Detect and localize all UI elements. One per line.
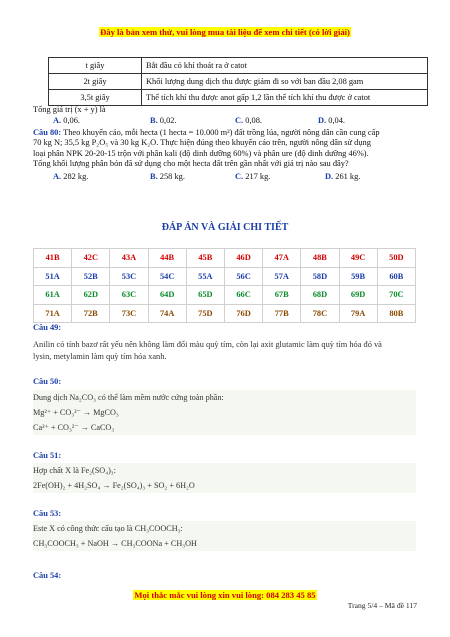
option-a[interactable] [53,116,80,125]
time-cell: t giây [49,58,142,74]
answer-cell: 49C [339,249,377,268]
answer-cell: 65D [186,286,224,305]
question-80-line [33,128,380,138]
answers-title: ĐÁP ÁN VÀ GIẢI CHI TIẾT [161,222,289,233]
answer-cell: 79A [339,304,377,323]
answer-cell: 74A [148,304,186,323]
answer-cell: 46D [224,249,262,268]
option-text: 258 kg. [159,172,185,181]
explanation-line: Anilin có tính bazơ rất yếu nên không làm đổi màu quỳ tím, còn lại axit glutamic làm quỳ tím hóa đỏ và [33,340,382,349]
answer-cell: 75D [186,304,224,323]
explanation-line: Este X có công thức cấu tạo là CH₃COOCH₃: [33,524,183,533]
description-cell: Khối lượng dung dịch thu được giảm đi so với ban đầu 2,08 gam [142,74,428,90]
option-a[interactable] [53,172,88,181]
question-80-line: 70 kg N; 35,5 kg P₂O₅ và 30 kg K₂O. Thực hiện đúng theo khuyến cáo trên, người nông dân sử dụng [33,138,371,148]
answer-cell: 80B [377,304,415,323]
equation-line: CH₃COOCH₃ + NaOH → CH₃COONa + CH₃OH [33,539,197,548]
option-letter: C. [235,116,244,125]
answer-cell: 70C [377,286,415,305]
sum-question: Tổng giá trị (x + y) là [33,105,106,114]
answer-cell: 53C [110,267,148,286]
c51-label: Câu 51: [33,451,62,460]
answer-cell: 52B [72,267,110,286]
option-text: 0,06. [63,116,80,125]
answer-row [34,249,416,268]
c50-explanation [33,390,416,435]
option-letter: A. [53,116,62,125]
time-cell: 3,5t giây [49,90,142,106]
answer-cell: 42C [72,249,110,268]
answer-cell: 58D [301,267,339,286]
preview-banner [0,27,450,37]
answer-cell: 76D [224,304,262,323]
answer-cell: 62D [72,286,110,305]
option-letter: D. [325,172,334,181]
c53-label: Câu 53: [33,509,62,518]
c54-label: Câu 54: [33,571,62,580]
option-letter: B. [150,116,158,125]
option-letter: D. [318,116,327,125]
equation-line: Mg²⁺ + CO₃²⁻ → MgCO₃ [33,408,119,417]
answer-cell: 68D [301,286,339,305]
explanation-line: lysin, metylamin làm quỳ tím hóa xanh. [33,351,167,361]
answer-cell: 59B [339,267,377,286]
answer-cell: 67B [263,286,301,305]
answer-cell: 73C [110,304,148,323]
answer-cell: 77B [263,304,301,323]
answer-cell: 51A [34,267,72,286]
answer-cell: 48B [301,249,339,268]
option-text: 282 kg. [63,172,89,181]
c49-label: Câu 49: [33,323,62,332]
answer-cell: 69D [339,286,377,305]
question-80 [33,128,380,170]
option-c[interactable] [235,116,262,125]
option-text: 0,02. [159,116,177,125]
equation-line: 2Fe(OH)₂ + 4H₂SO₄ → Fe₂(SO₄)₃ + SO₂ + 6H₂O [33,481,195,490]
answer-cell: 41B [34,249,72,268]
answer-cell: 66C [224,286,262,305]
question-label: Câu 80: [33,128,62,137]
answer-cell: 55A [186,267,224,286]
c49-explanation [33,339,382,362]
page-number: Trang 5/4 – Mã đề 117 [347,601,417,610]
answer-row [34,267,416,286]
option-b[interactable] [150,172,185,181]
question-text: Theo khuyến cáo, mỗi hecta (1 hecta = 10.000 m²) đất trồng lúa, người nông dân cần cung cấp [63,128,380,137]
option-text: 217 kg. [245,172,271,181]
option-text: 261 kg. [335,172,361,181]
answer-cell: 64D [148,286,186,305]
answer-cell: 45B [186,249,224,268]
answer-cell: 44B [148,249,186,268]
question-80-line: loại phân NPK 20-20-15 trộn với phân kali (độ dinh dưỡng 60%) và phân ure (độ dinh dưỡng 46%). [33,148,369,158]
answer-row [34,286,416,305]
answer-cell: 50D [377,249,415,268]
c53-explanation [33,521,416,551]
answer-cell: 57A [263,267,301,286]
explanation-line: Hợp chất X là Fe₂(SO₄)₃: [33,466,116,475]
c50-label: Câu 50: [33,377,62,386]
contact-footer-text: Mọi thắc mắc vui lòng xin vui lòng: 084 283 45 85 [134,590,316,600]
description-cell: Bắt đầu có khí thoát ra ở catot [142,58,428,74]
time-cell: 2t giây [49,74,142,90]
answer-cell: 47A [263,249,301,268]
table-row [49,90,428,106]
preview-banner-text: Đây là bản xem thử, vui lòng mua tài liệu để xem chi tiết (có lời giải) [100,27,350,37]
answer-cell: 78C [301,304,339,323]
option-letter: A. [53,172,62,181]
answer-cell: 54C [148,267,186,286]
answer-cell: 60B [377,267,415,286]
option-letter: B. [150,172,158,181]
answer-cell: 56C [224,267,262,286]
table-row [49,58,428,74]
answer-cell: 72B [72,304,110,323]
answer-key-grid [33,248,416,323]
answer-cell: 63C [110,286,148,305]
option-letter: C. [235,172,244,181]
answer-row [34,304,416,323]
electrolysis-table [48,57,428,106]
answer-cell: 61A [34,286,72,305]
option-d[interactable] [318,116,345,125]
option-d[interactable] [325,172,360,181]
option-text: 0,04. [328,116,345,125]
explanation-line: Dung dịch Na₂CO₃ có thể làm mềm nước cứng toàn phần: [33,393,224,402]
description-cell: Thể tích khí thu được anot gấp 1,2 lần thể tích khí thu được ở catot [142,90,428,106]
option-text: 0,08. [245,116,262,125]
option-c[interactable] [235,172,270,181]
contact-footer [0,590,450,600]
equation-line: Ca²⁺ + CO₃²⁻ → CaCO₃ [33,423,115,432]
answer-cell: 71A [34,304,72,323]
c51-explanation [33,463,416,493]
answer-cell: 43A [110,249,148,268]
question-80-line: Tổng khối lượng phân bón đã sử dụng cho một hecta đất trên gần nhất với giá trị nào sau đây? [33,159,349,169]
table-row [49,74,428,90]
option-b[interactable] [150,116,177,125]
